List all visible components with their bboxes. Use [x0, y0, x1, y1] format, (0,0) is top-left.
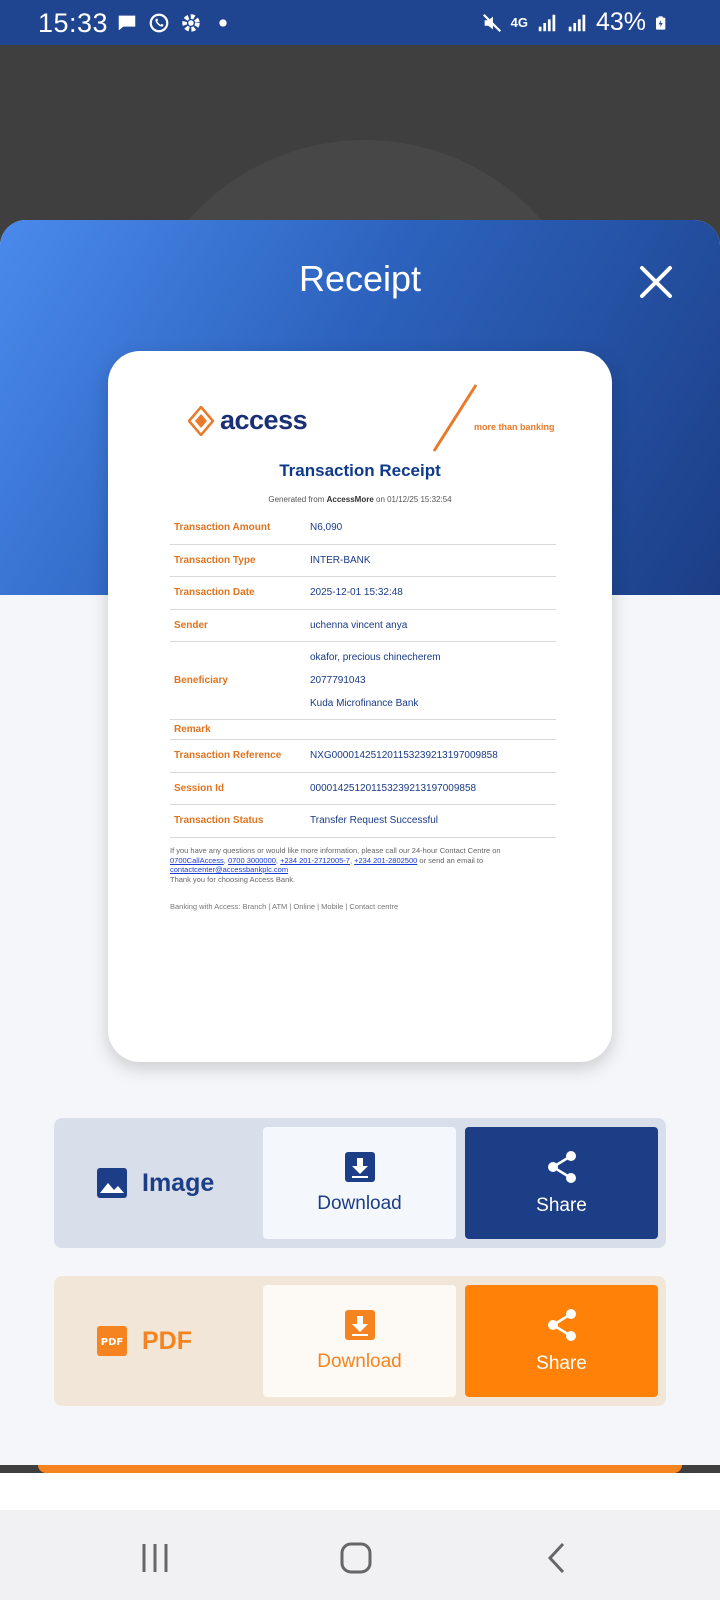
svg-text:PDF: PDF — [100, 1337, 124, 1348]
share-label: Share — [536, 1195, 587, 1216]
row-value: N6,090 — [310, 522, 343, 534]
whatsapp-icon — [148, 12, 170, 34]
image-download-button[interactable] — [263, 1127, 456, 1239]
battery-charging-icon — [654, 12, 670, 34]
contact-footer — [170, 846, 556, 884]
download-icon — [344, 1309, 376, 1341]
pdf-actions — [54, 1276, 666, 1406]
contact-link[interactable]: 0700CallAccess — [170, 855, 224, 865]
row-transaction-reference — [170, 740, 556, 773]
access-diamond-icon — [188, 406, 214, 436]
row-beneficiary — [170, 642, 556, 720]
footer-intro: If you have any questions or would like more information, please call our 24-hour Contact Centre on — [170, 846, 501, 855]
row-transaction-date — [170, 577, 556, 610]
row-transaction-status — [170, 805, 556, 838]
row-value — [310, 646, 556, 715]
footer-separator: , — [223, 855, 228, 865]
system-icons — [481, 8, 670, 37]
logo-text: access — [220, 405, 308, 435]
contact-link[interactable]: +234 201-2712005-7 — [280, 855, 350, 865]
row-label: Beneficiary — [174, 675, 228, 686]
settings-icon — [180, 12, 202, 34]
generated-suffix: on 01/12/25 15:32:54 — [373, 495, 452, 504]
row-value: INTER-BANK — [310, 554, 371, 566]
signal-icon — [566, 12, 588, 34]
row-value: 2025-12-01 15:32:48 — [310, 587, 403, 599]
network-4g-icon: 4G — [510, 15, 528, 30]
row-remark — [170, 720, 556, 740]
close-icon[interactable] — [636, 262, 676, 302]
status-bar — [0, 0, 720, 45]
beneficiary-bank: Kuda Microfinance Bank — [310, 698, 419, 709]
beneficiary-name: okafor, precious chinecherem — [310, 652, 441, 663]
row-value: uchenna vincent anya — [310, 619, 408, 631]
email-link[interactable]: contactcenter@accessbankplc.com — [170, 865, 289, 874]
row-label: Transaction Reference — [174, 750, 282, 762]
contact-link[interactable]: +234 201-2802500 — [354, 855, 418, 865]
notification-icons — [116, 12, 234, 34]
row-label: Transaction Date — [174, 587, 255, 599]
image-icon — [96, 1167, 128, 1199]
download-label: Download — [317, 1193, 402, 1214]
image-label: Image — [142, 1168, 215, 1197]
image-share-button[interactable] — [465, 1127, 658, 1239]
row-label: Transaction Amount — [174, 522, 271, 534]
home-icon[interactable] — [336, 1538, 376, 1578]
image-label-group — [96, 1118, 214, 1248]
pdf-label: PDF — [142, 1326, 192, 1355]
banking-channels: Banking with Access: Branch | ATM | Online | Mobile | Contact centre — [170, 902, 399, 911]
recent-apps-icon[interactable] — [135, 1538, 175, 1578]
pdf-label-group — [96, 1276, 192, 1406]
dimmed-backdrop[interactable] — [0, 45, 720, 230]
row-label: Session Id — [174, 782, 225, 794]
receipt-title: Transaction Receipt — [279, 461, 441, 480]
generated-app: AccessMore — [326, 495, 374, 504]
sheet-bottom-strip — [0, 1473, 720, 1510]
footer-thanks: Thank you for choosing Access Bank. — [170, 874, 296, 884]
brand-slash-icon — [428, 383, 488, 453]
backdrop-shape — [130, 140, 600, 230]
receipt-card — [108, 351, 612, 1062]
row-value: NXG000014251201153239213197009858 — [310, 750, 498, 762]
signal-icon — [536, 12, 558, 34]
row-session-id — [170, 773, 556, 806]
footer-separator: , — [349, 855, 355, 865]
row-label: Transaction Type — [174, 554, 256, 566]
generated-line — [108, 495, 612, 504]
download-label: Download — [317, 1351, 402, 1372]
pdf-icon — [96, 1325, 128, 1357]
mute-icon — [481, 12, 503, 34]
share-icon — [545, 1149, 579, 1185]
row-transaction-type — [170, 545, 556, 578]
row-sender — [170, 610, 556, 643]
generated-prefix: Generated from — [268, 495, 327, 504]
row-value: 000014251201153239213197009858 — [310, 782, 477, 794]
row-label: Sender — [174, 619, 208, 631]
row-label: Remark — [174, 724, 211, 735]
row-transaction-amount — [170, 512, 556, 545]
sheet-title: Receipt — [298, 258, 422, 299]
row-label: Transaction Status — [174, 815, 264, 827]
row-value: Transfer Request Successful — [310, 815, 439, 827]
navigation-bar — [0, 1510, 720, 1600]
receipt-sheet — [0, 220, 720, 1465]
back-icon[interactable] — [538, 1538, 578, 1578]
share-label: Share — [536, 1353, 587, 1374]
status-time: 15:33 — [38, 8, 109, 38]
battery-percent: 43% — [595, 8, 646, 36]
beneficiary-account: 2077791043 — [310, 675, 366, 686]
message-icon — [116, 12, 138, 34]
download-icon — [344, 1151, 376, 1183]
pdf-share-button[interactable] — [465, 1285, 658, 1397]
share-icon — [545, 1307, 579, 1343]
sheet-accent-bar — [38, 1465, 682, 1473]
contact-link[interactable]: 0700 3000000 — [227, 855, 276, 865]
dot-icon — [212, 12, 234, 34]
brand-tagline: more than banking — [474, 422, 555, 432]
access-logo — [188, 405, 307, 436]
image-actions — [54, 1118, 666, 1248]
pdf-download-button[interactable] — [263, 1285, 456, 1397]
footer-mid: or send an email to — [417, 855, 484, 865]
footer-separator: , — [275, 855, 281, 865]
receipt-details-table — [170, 512, 556, 838]
